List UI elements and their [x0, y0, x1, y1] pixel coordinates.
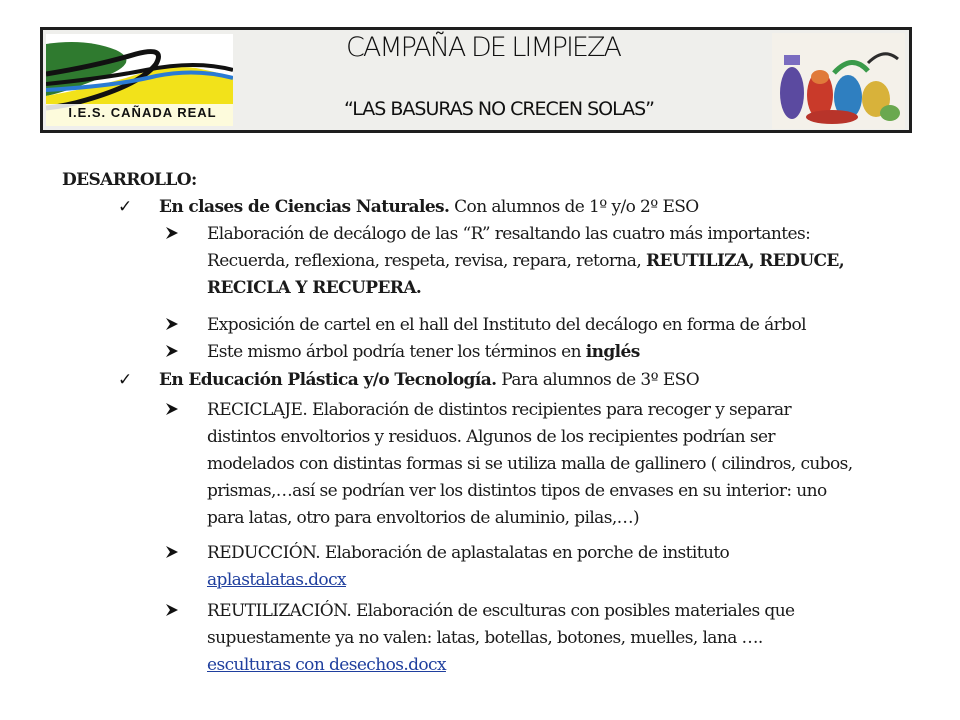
sub-item-text: REDUCCIÓN. Elaboración de aplastalatas en porche de instituto — [207, 543, 730, 563]
page-subtitle: “LAS BASURAS NO CRECEN SOLAS” — [343, 98, 655, 120]
esculturas-link[interactable]: esculturas con desechos.docx — [207, 655, 446, 675]
checkmark-icon: ✓ — [118, 370, 132, 390]
aplastalatas-link[interactable]: aplastalatas.docx — [207, 570, 346, 590]
sub-item-text: supuestamente ya no valen: latas, botellas, botones, muelles, lana …. — [207, 628, 763, 648]
item-title: En clases de Ciencias Naturales. — [159, 197, 450, 217]
sub-item-normal: Este mismo árbol podría tener los términos en — [207, 342, 586, 362]
item-text: Para alumnos de 3º ESO — [496, 370, 700, 390]
item-title: En Educación Plástica y/o Tecnología. — [159, 370, 497, 390]
arrow-bullet-icon — [165, 598, 179, 625]
sub-item-link-row — [207, 652, 446, 679]
sub-item-text: prismas,…así se podrían ver los distintos tipos de envases en su interior: uno — [207, 481, 827, 501]
sub-item-text: Exposición de cartel en el hall del Instituto del decálogo en forma de árbol — [207, 315, 806, 335]
header-banner — [40, 27, 912, 133]
arrow-bullet-icon — [165, 221, 179, 248]
arrow-bullet-icon — [165, 397, 179, 424]
sub-item-text: modelados con distintas formas si se utiliza malla de gallinero ( cilindros, cubos, — [207, 454, 853, 474]
sub-item-text — [207, 248, 844, 275]
sub-item-bold: RECICLA Y RECUPERA. — [207, 278, 422, 298]
sub-item-text: RECICLAJE. Elaboración de distintos recipientes para recoger y separar — [207, 400, 792, 420]
item-text: Con alumnos de 1º y/o 2º ESO — [449, 197, 699, 217]
arrow-bullet-icon — [165, 540, 179, 567]
section-heading: DESARROLLO: — [62, 170, 197, 190]
sub-item-text: Elaboración de decálogo de las “R” resaltando las cuatro más importantes: — [207, 224, 811, 244]
arrow-bullet-icon — [165, 339, 179, 366]
list-item — [159, 194, 699, 221]
sub-item-bold: REUTILIZA, REDUCE, — [645, 251, 845, 271]
sub-item-text — [207, 339, 640, 366]
sub-item-text: REUTILIZACIÓN. Elaboración de esculturas con posibles materiales que — [207, 601, 795, 621]
list-item — [159, 367, 699, 394]
page-title: CAMPAÑA DE LIMPIEZA — [346, 32, 620, 63]
sub-item-text: para latas, otro para envoltorios de aluminio, pilas,…) — [207, 508, 640, 528]
school-logo — [46, 34, 233, 126]
logo-text: I.E.S. CAÑADA REAL — [68, 105, 217, 120]
sub-item-text: distintos envoltorios y residuos. Algunos de los recipientes podrían ser — [207, 427, 775, 447]
recycling-illustration — [772, 33, 905, 129]
sub-item-normal: Recuerda, reflexiona, respeta, revisa, repara, retorna, — [207, 251, 646, 271]
checkmark-icon: ✓ — [118, 197, 132, 217]
sub-item-bold: inglés — [585, 342, 640, 362]
arrow-bullet-icon — [165, 312, 179, 339]
sub-item-link-row — [207, 567, 346, 594]
